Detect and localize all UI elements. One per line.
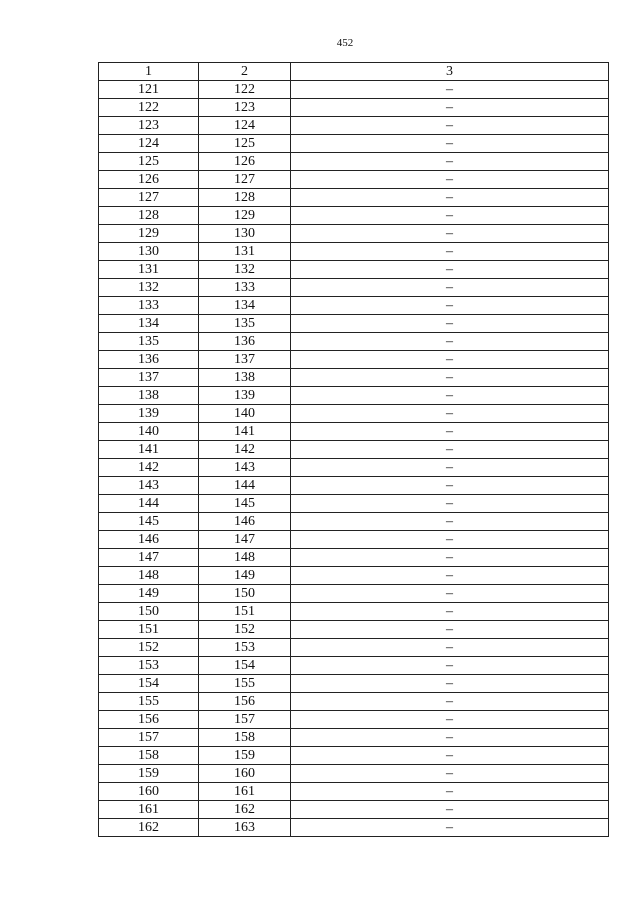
table-row: [99, 675, 609, 693]
col-1-cell: 143: [99, 477, 199, 495]
col-3-cell: –: [291, 441, 609, 459]
col-2-cell: 156: [199, 693, 291, 711]
col-3-cell: –: [291, 225, 609, 243]
col-1-cell: 148: [99, 567, 199, 585]
column-header-3: 3: [291, 63, 609, 81]
table-row: [99, 207, 609, 225]
col-3-cell: –: [291, 207, 609, 225]
table-row: [99, 315, 609, 333]
col-1-cell: 156: [99, 711, 199, 729]
col-2-cell: 145: [199, 495, 291, 513]
col-3-cell: –: [291, 297, 609, 315]
col-2-cell: 136: [199, 333, 291, 351]
table-row: [99, 567, 609, 585]
col-2-cell: 135: [199, 315, 291, 333]
column-header-2: 2: [199, 63, 291, 81]
col-2-cell: 123: [199, 99, 291, 117]
col-3-cell: –: [291, 531, 609, 549]
col-1-cell: 130: [99, 243, 199, 261]
col-1-cell: 136: [99, 351, 199, 369]
col-2-cell: 131: [199, 243, 291, 261]
col-2-cell: 138: [199, 369, 291, 387]
table-row: [99, 423, 609, 441]
col-3-cell: –: [291, 423, 609, 441]
col-3-cell: –: [291, 153, 609, 171]
col-1-cell: 160: [99, 783, 199, 801]
col-3-cell: –: [291, 675, 609, 693]
col-1-cell: 141: [99, 441, 199, 459]
col-1-cell: 162: [99, 819, 199, 837]
col-3-cell: –: [291, 315, 609, 333]
header-row: [99, 63, 609, 81]
table-row: [99, 801, 609, 819]
page-number: 452: [336, 37, 354, 49]
table-row: [99, 729, 609, 747]
table-row: [99, 369, 609, 387]
col-3-cell: –: [291, 801, 609, 819]
table-row: [99, 783, 609, 801]
col-3-cell: –: [291, 477, 609, 495]
col-2-cell: 122: [199, 81, 291, 99]
col-1-cell: 146: [99, 531, 199, 549]
table-row: [99, 117, 609, 135]
col-3-cell: –: [291, 261, 609, 279]
table-row: [99, 549, 609, 567]
col-2-cell: 141: [199, 423, 291, 441]
table-row: [99, 513, 609, 531]
col-2-cell: 124: [199, 117, 291, 135]
col-1-cell: 149: [99, 585, 199, 603]
table-row: [99, 243, 609, 261]
col-1-cell: 133: [99, 297, 199, 315]
col-1-cell: 144: [99, 495, 199, 513]
col-1-cell: 153: [99, 657, 199, 675]
col-2-cell: 129: [199, 207, 291, 225]
col-3-cell: –: [291, 135, 609, 153]
col-1-cell: 157: [99, 729, 199, 747]
col-1-cell: 122: [99, 99, 199, 117]
table-row: [99, 657, 609, 675]
col-1-cell: 151: [99, 621, 199, 639]
table-row: [99, 189, 609, 207]
col-2-cell: 148: [199, 549, 291, 567]
col-2-cell: 150: [199, 585, 291, 603]
col-1-cell: 140: [99, 423, 199, 441]
col-3-cell: –: [291, 639, 609, 657]
col-3-cell: –: [291, 189, 609, 207]
table-row: [99, 693, 609, 711]
col-2-cell: 128: [199, 189, 291, 207]
table-row: [99, 819, 609, 837]
table-row: [99, 153, 609, 171]
col-3-cell: –: [291, 603, 609, 621]
table-row: [99, 279, 609, 297]
col-3-cell: –: [291, 333, 609, 351]
col-3-cell: –: [291, 387, 609, 405]
table-row: [99, 81, 609, 99]
col-1-cell: 132: [99, 279, 199, 297]
col-2-cell: 127: [199, 171, 291, 189]
col-3-cell: –: [291, 729, 609, 747]
col-2-cell: 146: [199, 513, 291, 531]
table-row: [99, 639, 609, 657]
col-1-cell: 161: [99, 801, 199, 819]
data-table: [98, 62, 609, 837]
col-2-cell: 160: [199, 765, 291, 783]
col-3-cell: –: [291, 711, 609, 729]
col-2-cell: 126: [199, 153, 291, 171]
col-1-cell: 134: [99, 315, 199, 333]
col-2-cell: 144: [199, 477, 291, 495]
table-row: [99, 387, 609, 405]
column-header-1: 1: [99, 63, 199, 81]
col-2-cell: 130: [199, 225, 291, 243]
col-3-cell: –: [291, 585, 609, 603]
col-3-cell: –: [291, 459, 609, 477]
table-row: [99, 495, 609, 513]
table-body: [99, 81, 609, 837]
table-row: [99, 261, 609, 279]
table-row: [99, 351, 609, 369]
col-1-cell: 154: [99, 675, 199, 693]
col-1-cell: 127: [99, 189, 199, 207]
table-row: [99, 99, 609, 117]
col-1-cell: 131: [99, 261, 199, 279]
table-row: [99, 441, 609, 459]
table-row: [99, 405, 609, 423]
col-3-cell: –: [291, 819, 609, 837]
col-3-cell: –: [291, 279, 609, 297]
col-2-cell: 155: [199, 675, 291, 693]
col-3-cell: –: [291, 243, 609, 261]
table-header: [99, 63, 609, 81]
col-3-cell: –: [291, 495, 609, 513]
col-3-cell: –: [291, 693, 609, 711]
col-3-cell: –: [291, 171, 609, 189]
col-2-cell: 149: [199, 567, 291, 585]
table-row: [99, 747, 609, 765]
col-3-cell: –: [291, 99, 609, 117]
col-3-cell: –: [291, 117, 609, 135]
col-1-cell: 145: [99, 513, 199, 531]
col-3-cell: –: [291, 747, 609, 765]
table-row: [99, 225, 609, 243]
col-1-cell: 150: [99, 603, 199, 621]
table-row: [99, 531, 609, 549]
col-2-cell: 161: [199, 783, 291, 801]
col-1-cell: 126: [99, 171, 199, 189]
col-1-cell: 128: [99, 207, 199, 225]
col-2-cell: 125: [199, 135, 291, 153]
col-2-cell: 147: [199, 531, 291, 549]
col-1-cell: 121: [99, 81, 199, 99]
col-2-cell: 158: [199, 729, 291, 747]
col-2-cell: 143: [199, 459, 291, 477]
col-1-cell: 155: [99, 693, 199, 711]
col-1-cell: 139: [99, 405, 199, 423]
col-3-cell: –: [291, 567, 609, 585]
table-row: [99, 585, 609, 603]
col-1-cell: 129: [99, 225, 199, 243]
col-1-cell: 158: [99, 747, 199, 765]
table-row: [99, 135, 609, 153]
col-3-cell: –: [291, 621, 609, 639]
col-2-cell: 137: [199, 351, 291, 369]
col-2-cell: 157: [199, 711, 291, 729]
col-2-cell: 134: [199, 297, 291, 315]
col-1-cell: 152: [99, 639, 199, 657]
col-1-cell: 135: [99, 333, 199, 351]
col-2-cell: 151: [199, 603, 291, 621]
table-row: [99, 459, 609, 477]
col-2-cell: 159: [199, 747, 291, 765]
table-row: [99, 603, 609, 621]
col-3-cell: –: [291, 405, 609, 423]
col-2-cell: 133: [199, 279, 291, 297]
table-row: [99, 711, 609, 729]
col-3-cell: –: [291, 549, 609, 567]
col-3-cell: –: [291, 369, 609, 387]
col-2-cell: 153: [199, 639, 291, 657]
table-row: [99, 477, 609, 495]
table-row: [99, 765, 609, 783]
table-row: [99, 171, 609, 189]
col-3-cell: –: [291, 513, 609, 531]
col-1-cell: 137: [99, 369, 199, 387]
col-1-cell: 123: [99, 117, 199, 135]
col-2-cell: 142: [199, 441, 291, 459]
col-3-cell: –: [291, 657, 609, 675]
col-1-cell: 147: [99, 549, 199, 567]
col-3-cell: –: [291, 783, 609, 801]
col-2-cell: 140: [199, 405, 291, 423]
col-2-cell: 154: [199, 657, 291, 675]
col-3-cell: –: [291, 765, 609, 783]
table-row: [99, 333, 609, 351]
col-2-cell: 152: [199, 621, 291, 639]
col-2-cell: 163: [199, 819, 291, 837]
col-2-cell: 132: [199, 261, 291, 279]
col-1-cell: 125: [99, 153, 199, 171]
table-row: [99, 621, 609, 639]
col-3-cell: –: [291, 351, 609, 369]
col-1-cell: 142: [99, 459, 199, 477]
col-1-cell: 138: [99, 387, 199, 405]
table-row: [99, 297, 609, 315]
col-1-cell: 124: [99, 135, 199, 153]
col-3-cell: –: [291, 81, 609, 99]
col-1-cell: 159: [99, 765, 199, 783]
col-2-cell: 162: [199, 801, 291, 819]
col-2-cell: 139: [199, 387, 291, 405]
